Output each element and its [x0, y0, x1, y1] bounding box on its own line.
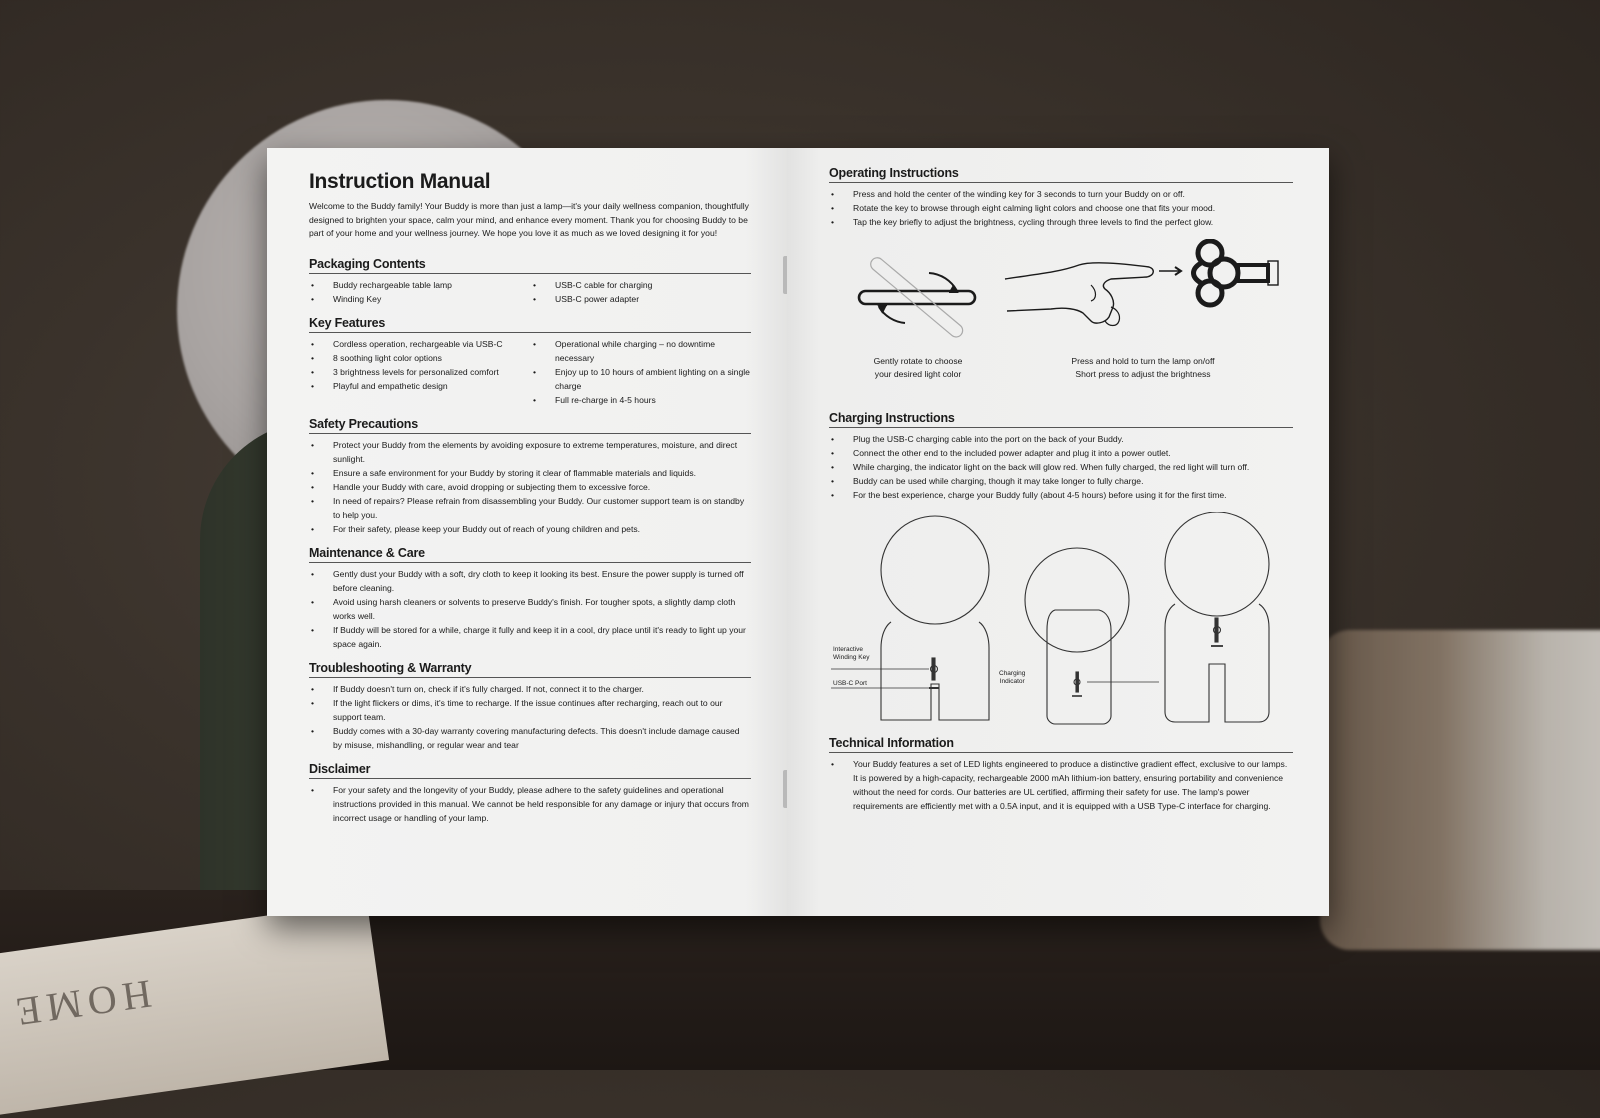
features-heading: Key Features — [309, 316, 751, 333]
operating-illustration — [829, 239, 1293, 411]
maintenance-heading: Maintenance & Care — [309, 546, 751, 563]
disclaimer-section — [309, 762, 751, 825]
packaging-list-col1 — [309, 278, 529, 306]
list-item: • Connect the other end to the included power adapter and plug it into a power outlet. — [829, 446, 1293, 460]
list-item: • Plug the USB-C charging cable into the port on the back of your Buddy. — [829, 432, 1293, 446]
list-item: • For their safety, please keep your Buddy out of reach of young children and pets. — [309, 522, 751, 536]
background-sleeve — [1320, 630, 1600, 950]
disclaimer-list — [309, 783, 751, 825]
list-item: • USB-C power adapter — [531, 292, 751, 306]
features-section — [309, 316, 751, 407]
list-item: • Gently dust your Buddy with a soft, dry cloth to keep it looking its best. Ensure the power supply is turned off before cleaning. — [309, 567, 751, 595]
usb-port-label: USB-C Port — [833, 680, 867, 687]
instruction-booklet — [267, 148, 1329, 916]
rotate-caption — [843, 355, 993, 381]
list-item: • Handle your Buddy with care, avoid dropping or subjecting them to excessive force. — [309, 480, 751, 494]
operating-section — [829, 166, 1293, 229]
caption-line: Press and hold to turn the lamp on/off — [1071, 356, 1215, 366]
list-item: • Buddy comes with a 30-day warranty covering manufacturing defects. This doesn't include damage caused by misuse, mishandling, or regular wear and tear — [309, 724, 751, 752]
safety-heading: Safety Precautions — [309, 417, 751, 434]
background-book-text: HOME — [7, 971, 155, 1036]
manual-title: Instruction Manual — [309, 170, 491, 193]
list-item: • Buddy can be used while charging, though it may take longer to fully charge. — [829, 474, 1293, 488]
maintenance-section — [309, 546, 751, 651]
lamp-views-illustration — [829, 512, 1293, 736]
list-item: • 3 brightness levels for personalized comfort — [309, 365, 529, 379]
troubleshooting-section — [309, 661, 751, 752]
winding-key-label — [833, 646, 870, 662]
lamp-diagram-icon — [829, 512, 1293, 728]
label-line: Winding Key — [833, 654, 870, 661]
list-item: • Full re-charge in 4-5 hours — [531, 393, 751, 407]
features-list-col2 — [531, 337, 751, 407]
list-item: • Playful and empathetic design — [309, 379, 529, 393]
safety-section — [309, 417, 751, 536]
list-item: • In need of repairs? Please refrain from disassembling your Buddy. Our customer support team is on standby to help you. — [309, 494, 751, 522]
list-item: • 8 soothing light color options — [309, 351, 529, 365]
charging-indicator-label — [999, 670, 1025, 686]
list-item: • Cordless operation, rechargeable via USB-C — [309, 337, 529, 351]
list-item: • For your safety and the longevity of your Buddy, please adhere to the safety guidelines and operational instructions provided in this manual. We cannot be held responsible for any damage or injury that occurs from incorrect usage or handling of your lamp. — [309, 783, 751, 825]
disclaimer-heading: Disclaimer — [309, 762, 751, 779]
label-line: Interactive — [833, 646, 863, 653]
charging-list — [829, 432, 1293, 502]
packaging-section — [309, 257, 751, 306]
list-item: • Operational while charging – no downtime necessary — [531, 337, 751, 365]
label-line: Charging — [999, 670, 1026, 677]
operating-heading: Operating Instructions — [829, 166, 1293, 183]
list-item: • Ensure a safe environment for your Buddy by storing it clear of flammable materials and liquids. — [309, 466, 751, 480]
list-item: • Buddy rechargeable table lamp — [309, 278, 529, 292]
list-item: • USB-C cable for charging — [531, 278, 751, 292]
list-item: • Press and hold the center of the winding key for 3 seconds to turn your Buddy on or off. — [829, 187, 1293, 201]
packaging-heading: Packaging Contents — [309, 257, 751, 274]
list-item: • If the light flickers or dims, it's time to recharge. If the issue continues after recharging, reach out to our support team. — [309, 696, 751, 724]
caption-line: Short press to adjust the brightness — [1075, 369, 1211, 379]
list-item: • Enjoy up to 10 hours of ambient lighting on a single charge — [531, 365, 751, 393]
list-item: • While charging, the indicator light on the back will glow red. When fully charged, the red light will turn off. — [829, 460, 1293, 474]
list-item: • If Buddy will be stored for a while, charge it fully and keep it in a cool, dry place until it's ready to light up your space again. — [309, 623, 751, 651]
caption-line: Gently rotate to choose — [873, 356, 963, 366]
list-item: • Protect your Buddy from the elements by avoiding exposure to extreme temperatures, moisture, and direct sunlight. — [309, 438, 751, 466]
troubleshooting-heading: Troubleshooting & Warranty — [309, 661, 751, 678]
list-item: • Winding Key — [309, 292, 529, 306]
troubleshooting-list — [309, 682, 751, 752]
label-line: Indicator — [999, 678, 1025, 685]
safety-list — [309, 438, 751, 536]
list-item: • For the best experience, charge your Buddy fully (about 4-5 hours) before using it for the first time. — [829, 488, 1293, 502]
charging-section — [829, 411, 1293, 502]
right-page — [787, 148, 1329, 916]
technical-heading: Technical Information — [829, 736, 1293, 753]
intro-paragraph: Welcome to the Buddy family! Your Buddy is more than just a lamp—it's your daily wellness companion, thoughtfully designed to brighten your space, calm your mind, and enhance every moment. Thank you for choosing Buddy to be part of your home and your wellness journey. We hope you love it as much as we loved designing it for you! — [309, 201, 749, 238]
caption-line: your desired light color — [874, 369, 962, 379]
maintenance-list — [309, 567, 751, 651]
list-item: • Tap the key briefly to adjust the brightness, cycling through three levels to find the perfect glow. — [829, 215, 1293, 229]
operating-list — [829, 187, 1293, 229]
press-caption — [1041, 355, 1245, 381]
technical-section — [829, 736, 1293, 813]
list-item: • Rotate the key to browse through eight calming light colors and choose one that fits your mood. — [829, 201, 1293, 215]
list-item: • If Buddy doesn't turn on, check if it's fully charged. If not, connect it to the charger. — [309, 682, 751, 696]
list-item: • Avoid using harsh cleaners or solvents to preserve Buddy's finish. For tougher spots, a slightly damp cloth works well. — [309, 595, 751, 623]
left-page — [267, 148, 787, 916]
technical-list — [829, 757, 1293, 813]
packaging-list-col2 — [531, 278, 751, 306]
charging-heading: Charging Instructions — [829, 411, 1293, 428]
features-list-col1 — [309, 337, 529, 407]
list-item: • Your Buddy features a set of LED lights engineered to produce a distinctive gradient effect, exclusive to our lamps. It is powered by a high-capacity, rechargeable 2000 mAh lithium-ion battery, ensuring portability and convenience without the need for cords. Our batteries are UL certified, affirming their safety for use. The lamp's power requirements are efficiently met with a 0.5A input, and it is equipped with a USB Type-C interface for charging. — [829, 757, 1293, 813]
